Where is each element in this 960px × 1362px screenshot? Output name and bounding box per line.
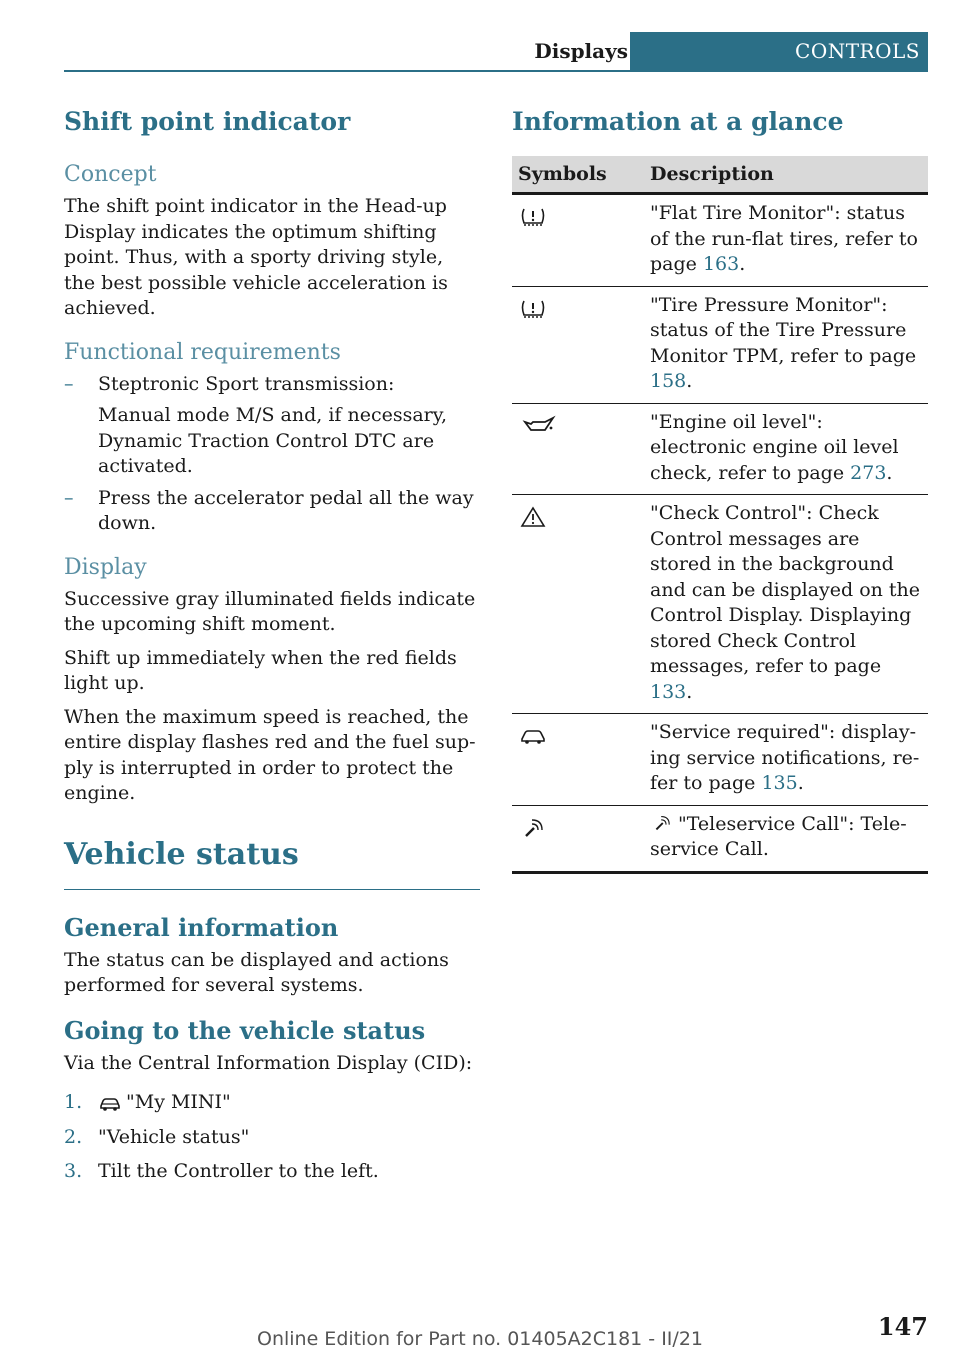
symbols-table: [512, 156, 928, 874]
requirement-text: Press the accelerator pedal all the way down.: [98, 486, 474, 534]
description-cell: [644, 495, 928, 714]
requirement-subtext: Manual mode M/S and, if necessary, Dynamic Traction Control DTC are activated.: [98, 404, 447, 477]
requirement-text: Steptronic Sport transmission:: [98, 372, 395, 395]
going-to-status-text: Via the Central Information Display (CID):: [64, 1051, 473, 1074]
description-cell: [644, 286, 928, 403]
display-paragraph: Shift up immediately when the red fields light up.: [64, 646, 457, 694]
requirements-heading: Functional requirements: [64, 339, 341, 365]
tire-pressure-icon: [518, 297, 548, 321]
symbol-cell: [512, 495, 644, 714]
symbol-cell: [512, 805, 644, 872]
concept-text: The shift point indicator in the Head-up Display indicates the optimum shifting point. Thus, with a sporty driving style, the best possible vehicle acceleration is achieved.: [64, 195, 448, 319]
page-link[interactable]: 158: [650, 370, 687, 392]
list-item: [64, 1090, 480, 1116]
description-text: "Flat Tire Monitor": status of the run-flat tires, refer to page: [650, 202, 918, 275]
description-suffix: .: [886, 461, 893, 484]
page-header: [64, 32, 928, 72]
shift-point-title: Shift point indicator: [64, 107, 351, 136]
header-chapter-tab: CONTROLS: [630, 32, 928, 70]
display-heading: Display: [64, 554, 147, 580]
description-text: "Engine oil level": electronic engine oil level check, refer to page: [650, 410, 899, 484]
step-number: 2.: [64, 1125, 83, 1148]
bullet-dash: –: [64, 372, 74, 395]
page-link[interactable]: 135: [761, 772, 798, 794]
teleservice-icon: [650, 813, 674, 833]
list-item: [64, 1125, 480, 1151]
vehicle-status-title: Vehicle status: [64, 836, 299, 872]
footer-edition: Online Edition for Part no. 01405A2C181 - II/21: [256, 1328, 703, 1350]
general-info-text: The status can be displayed and actions performed for several systems.: [64, 948, 449, 996]
description-suffix: .: [797, 772, 804, 794]
step-text: Tilt the Controller to the left.: [98, 1160, 379, 1182]
page-link[interactable]: 163: [702, 253, 740, 275]
table-row: [512, 194, 928, 287]
table-header-row: [512, 156, 928, 194]
page-link[interactable]: 133: [650, 680, 687, 703]
going-to-status-section: [64, 1015, 480, 1185]
symbol-cell: [512, 194, 644, 287]
warning-triangle-icon: [518, 505, 548, 529]
column-header-description: Description: [644, 156, 928, 194]
oil-can-icon: [518, 414, 558, 438]
step-text: "My MINI": [126, 1091, 231, 1113]
table-row: [512, 714, 928, 806]
general-info-heading: General information: [64, 912, 339, 942]
list-item: [64, 1159, 480, 1185]
page-number: 147: [877, 1312, 928, 1341]
left-column: [64, 104, 480, 1201]
description-suffix: .: [686, 680, 693, 703]
list-item: [64, 486, 480, 537]
step-number: 1.: [64, 1091, 83, 1113]
car-icon: [98, 1093, 122, 1113]
concept-section: [64, 160, 480, 322]
bullet-dash: –: [64, 486, 74, 509]
description-text: "Tire Pressure Monitor": status of the Tire Pressure Monitor TPM, refer to page: [650, 293, 917, 367]
description-cell: [644, 194, 928, 287]
flat-tire-icon: [518, 205, 548, 229]
info-at-glance-title: Information at a glance: [512, 107, 844, 136]
table-row: [512, 286, 928, 403]
display-paragraph: When the maximum speed is reached, the entire display flashes red and the fuel supply is interrupted in order to protect the engine.: [64, 705, 476, 804]
service-car-icon: [518, 724, 548, 748]
symbol-cell: [512, 286, 644, 403]
description-text: "Service required": displaying service notifications, refer to page: [650, 721, 920, 794]
page-link[interactable]: 273: [850, 461, 887, 484]
vehicle-status-heading-wrap: [64, 835, 480, 890]
table-row: [512, 495, 928, 714]
display-section: [64, 553, 480, 807]
right-column: [512, 104, 928, 874]
step-text: "Vehicle status": [98, 1125, 250, 1148]
teleservice-icon: [518, 816, 548, 840]
header-section-title: Displays: [534, 39, 628, 63]
description-cell: [644, 805, 928, 872]
description-text: "Check Control": Check Control messages are stored in the background and can be displayed on the Control Display. Displaying stored Check Control messages, refer to page: [650, 502, 921, 677]
table-row: [512, 805, 928, 872]
table-row: [512, 403, 928, 495]
symbol-cell: [512, 714, 644, 806]
going-to-status-heading: Going to the vehicle status: [64, 1015, 426, 1045]
description-cell: [644, 714, 928, 806]
description-suffix: .: [739, 253, 746, 275]
header-rule: [64, 70, 928, 72]
general-info-section: [64, 912, 480, 999]
requirements-section: [64, 338, 480, 537]
column-header-symbols: Symbols: [512, 156, 644, 194]
list-item: [64, 372, 480, 398]
symbol-cell: [512, 403, 644, 495]
description-cell: [644, 403, 928, 495]
description-suffix: .: [686, 370, 693, 392]
concept-heading: Concept: [64, 162, 157, 187]
step-number: 3.: [64, 1160, 83, 1182]
description-text: "Teleservice Call": Teleservice Call.: [650, 812, 907, 860]
display-paragraph: Successive gray illuminated fields indicate the upcoming shift moment.: [64, 587, 476, 635]
